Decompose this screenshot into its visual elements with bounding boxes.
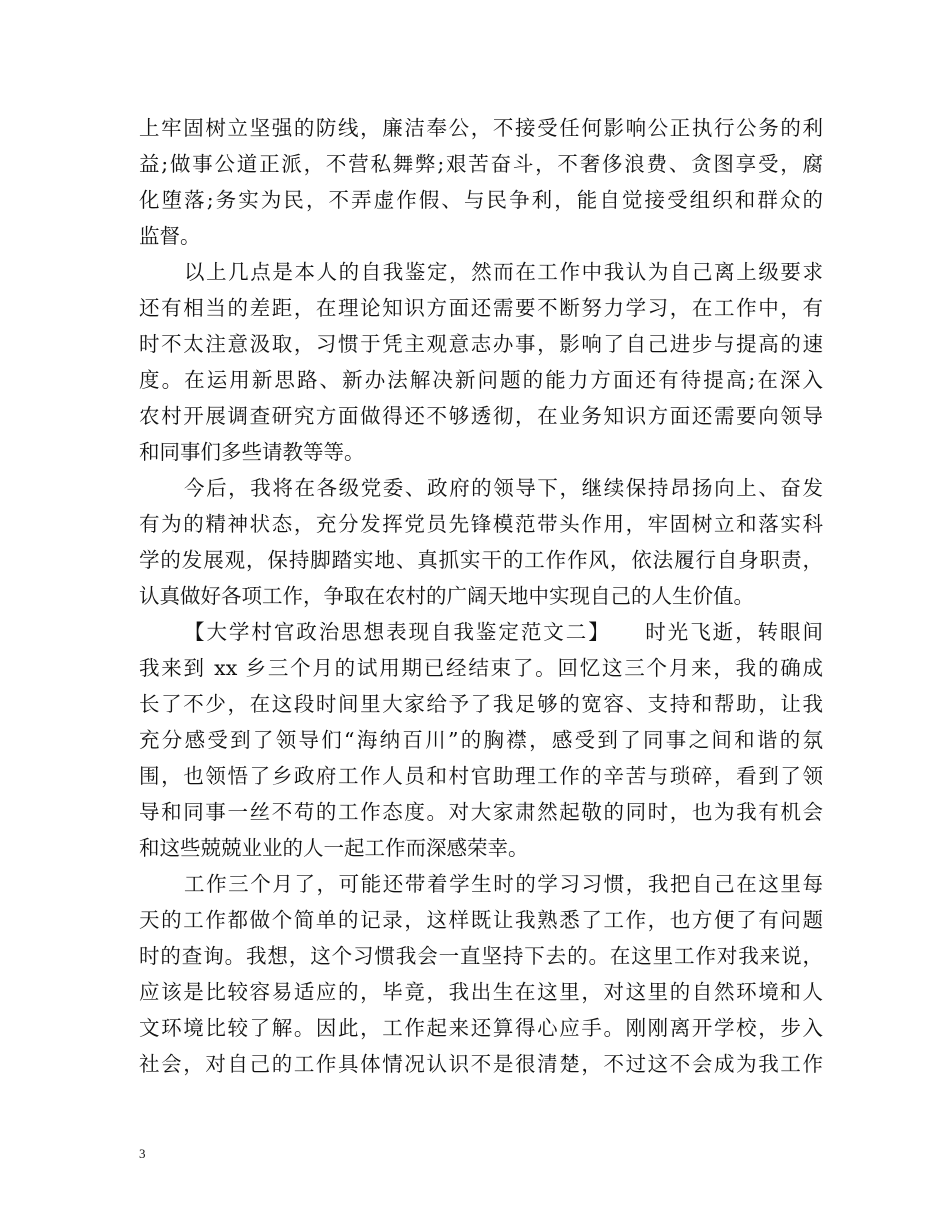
body-text-line: 社会，对自己的工作具体情况认识不是很清楚，不过这不会成为我工作: [139, 1052, 823, 1076]
body-text-line: 时不太注意汲取，习惯于凭主观意志办事，影响了自己进步与提高的速: [139, 332, 823, 356]
paragraph-first-line: 工作三个月了，可能还带着学生时的学习习惯，我把自己在这里每: [184, 872, 823, 896]
body-text-line: 农村开展调查研究方面做得还不够透彻，在业务知识方面还需要向领导: [139, 404, 823, 428]
body-text-line: 监督。: [139, 224, 201, 248]
body-text-line: 上牢固树立坚强的防线，廉洁奉公，不接受任何影响公正执行公务的利: [139, 116, 823, 140]
page-number: 3: [139, 1146, 146, 1161]
body-text-line: 和同事们多些请教等等。: [139, 440, 365, 464]
body-text-line: 益;做事公道正派，不营私舞弊;艰苦奋斗，不奢侈浪费、贪图享受，腐: [139, 152, 823, 176]
body-text-line: 学的发展观，保持脚踏实地、真抓实干的工作作风，依法履行自身职责，: [139, 548, 823, 572]
section-heading-line: 【大学村官政治思想表现自我鉴定范文二】 时光飞逝，转眼间: [184, 620, 823, 644]
body-text-line: 化堕落;务实为民，不弄虚作假、与民争利，能自觉接受组织和群众的: [139, 188, 823, 212]
paragraph-first-line: 以上几点是本人的自我鉴定，然而在工作中我认为自己离上级要求: [184, 260, 823, 284]
body-text-line: 应该是比较容易适应的，毕竟，我出生在这里，对这里的自然环境和人: [139, 980, 823, 1004]
body-text-line: 文环境比较了解。因此，工作起来还算得心应手。刚刚离开学校，步入: [139, 1016, 823, 1040]
body-text-line: 充分感受到了领导们“海纳百川”的胸襟，感受到了同事之间和谐的氛: [139, 728, 823, 752]
body-text-line: 我来到 xx 乡三个月的试用期已经结束了。回忆这三个月来，我的确成: [139, 656, 823, 680]
body-text-line: 认真做好各项工作，争取在农村的广阔天地中实现自己的人生价值。: [139, 584, 754, 608]
body-text-line: 天的工作都做个简单的记录，这样既让我熟悉了工作，也方便了有问题: [139, 908, 823, 932]
body-text-line: 长了不少，在这段时间里大家给予了我足够的宽容、支持和帮助，让我: [139, 692, 823, 716]
body-text-line: 时的查询。我想，这个习惯我会一直坚持下去的。在这里工作对我来说，: [139, 944, 823, 968]
paragraph-first-line: 今后，我将在各级党委、政府的领导下，继续保持昂扬向上、奋发: [184, 476, 823, 500]
body-text-line: 围，也领悟了乡政府工作人员和村官助理工作的辛苦与琐碎，看到了领: [139, 764, 823, 788]
body-text-line: 有为的精神状态，充分发挥党员先锋模范带头作用，牢固树立和落实科: [139, 512, 823, 536]
body-text-line: 度。在运用新思路、新办法解决新问题的能力方面还有待提高;在深入: [139, 368, 823, 392]
body-text-line: 和这些兢兢业业的人一起工作而深感荣幸。: [139, 836, 529, 860]
body-text-line: 还有相当的差距，在理论知识方面还需要不断努力学习，在工作中，有: [139, 296, 823, 320]
body-text-line: 导和同事一丝不苟的工作态度。对大家肃然起敬的同时，也为我有机会: [139, 800, 823, 824]
